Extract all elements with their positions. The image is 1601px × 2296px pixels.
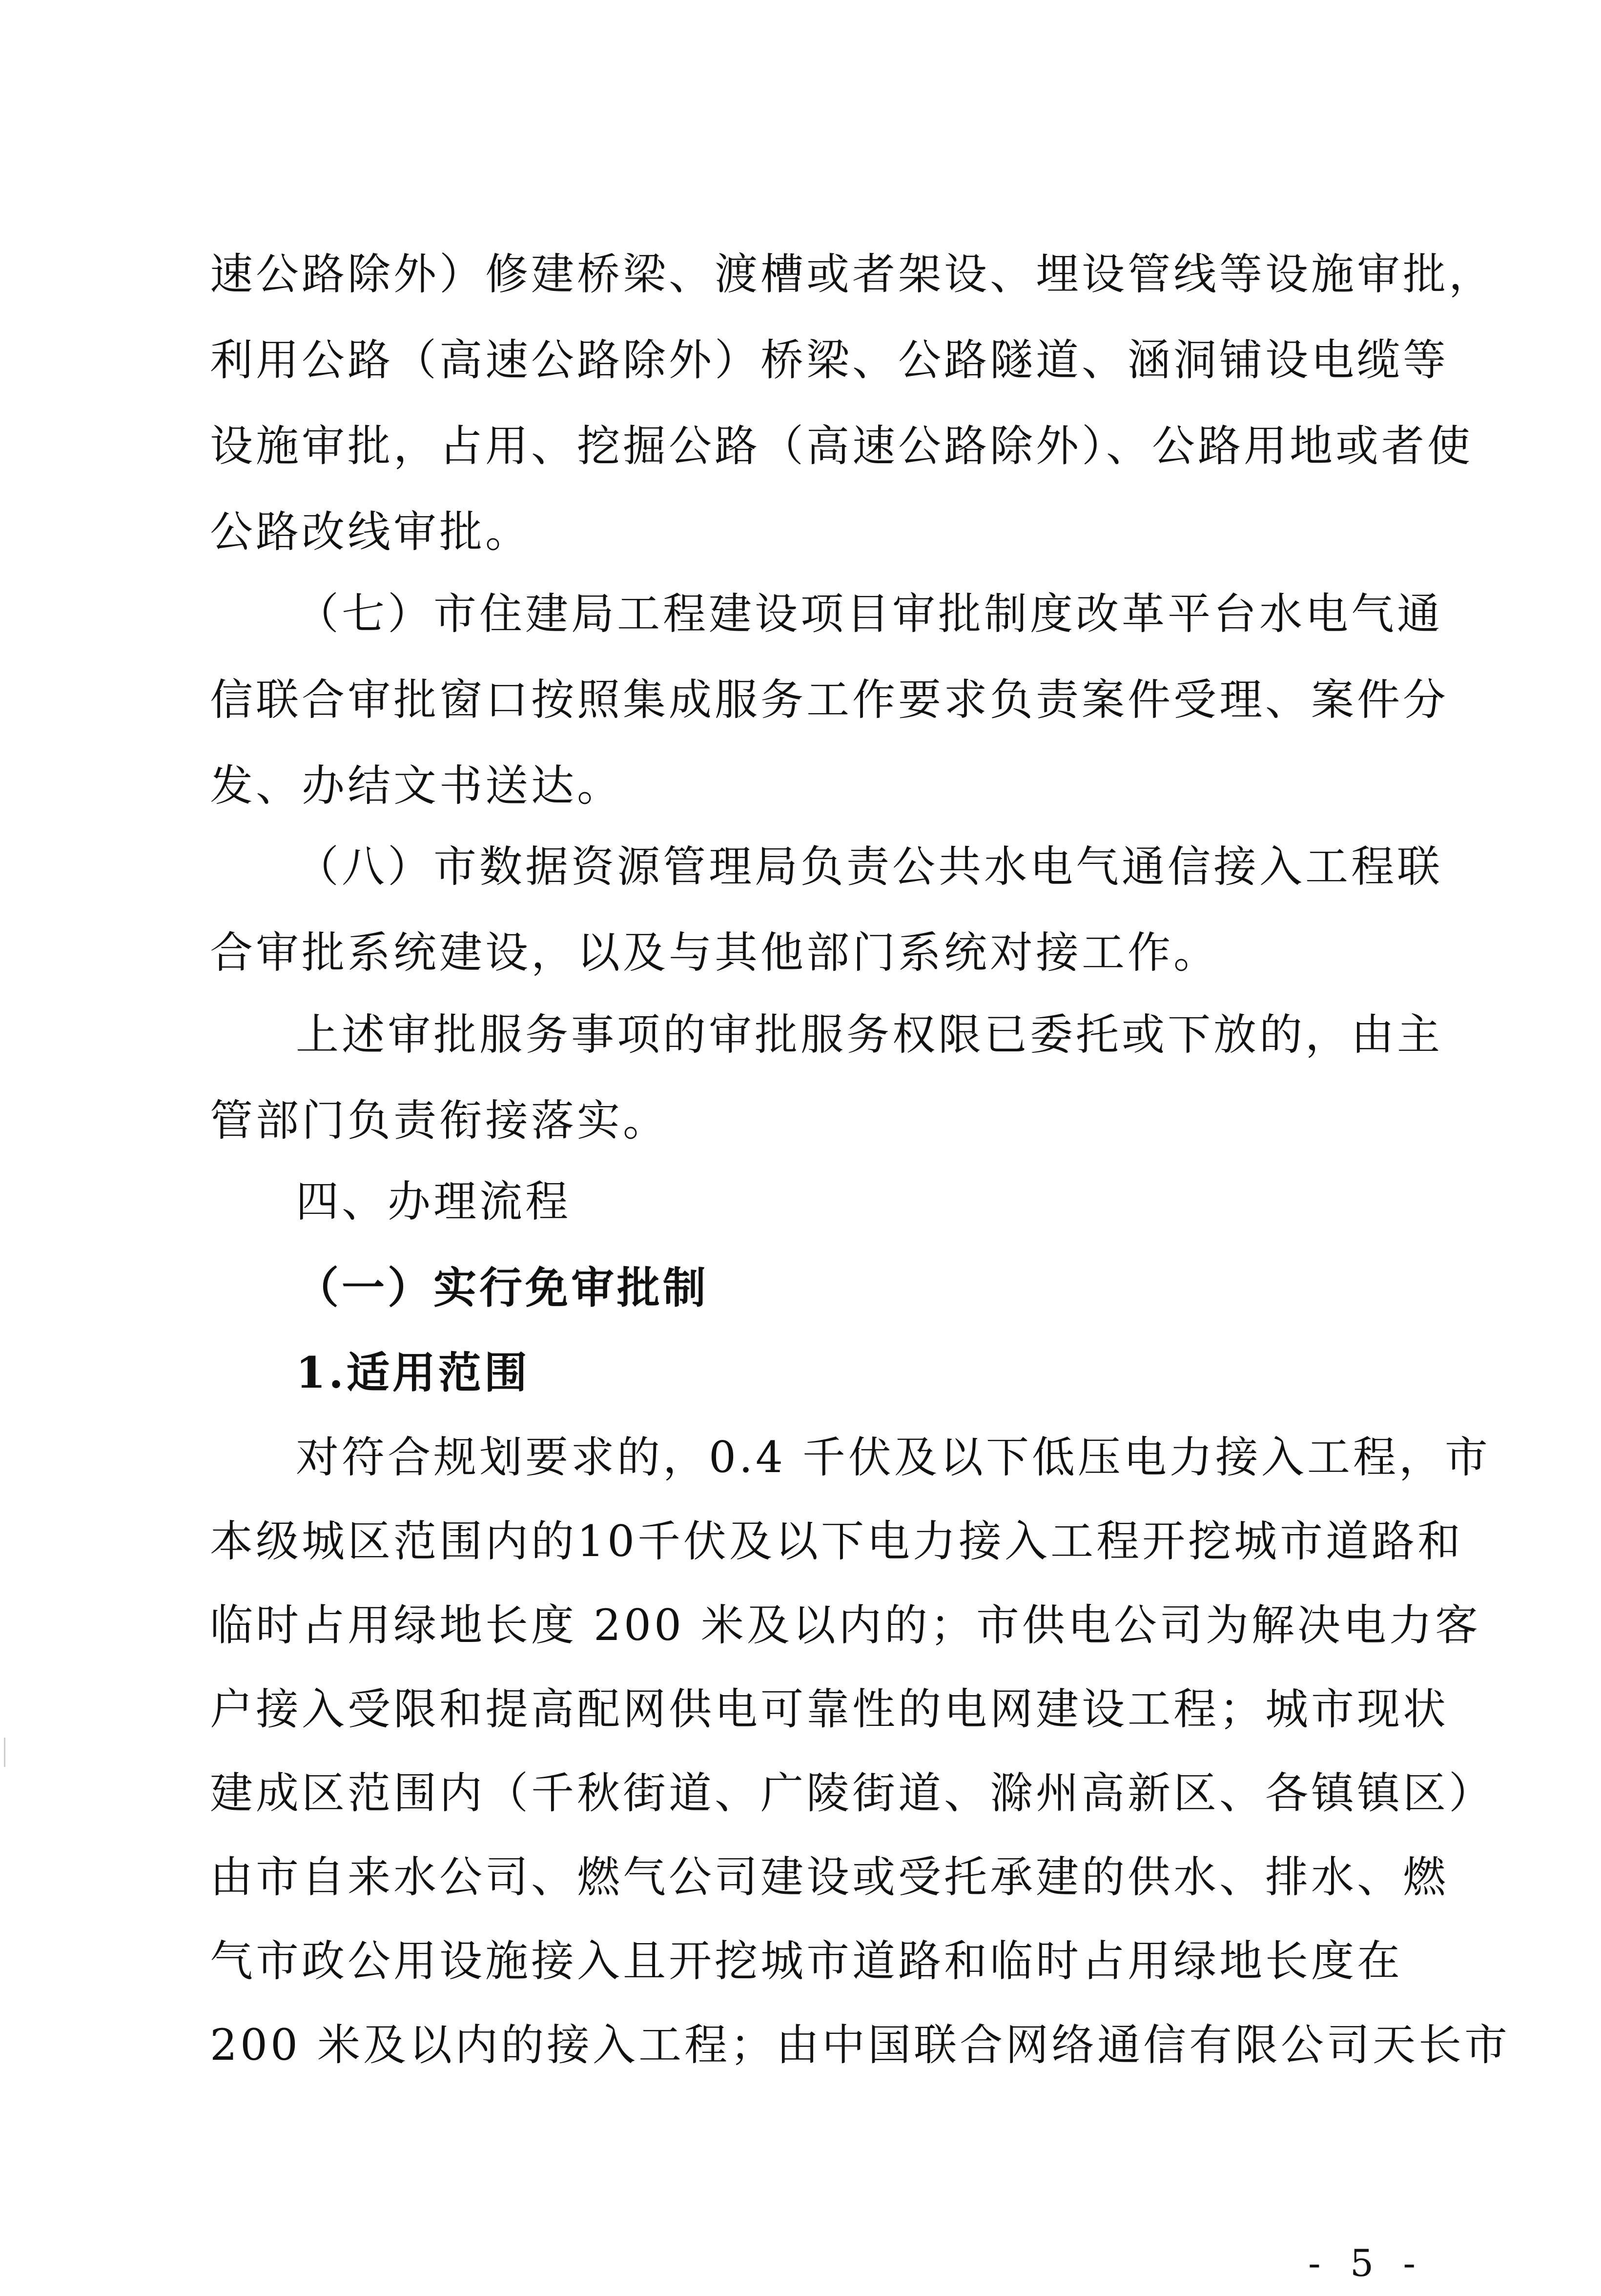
body-text-line: 上述审批服务事项的审批服务权限已委托或下放的，由主 bbox=[296, 1009, 1443, 1060]
body-text-line: 公路改线审批。 bbox=[210, 507, 532, 557]
body-text-line: 临时占用绿地长度 200 米及以内的；市供电公司为解决电力客 bbox=[210, 1600, 1481, 1650]
subsection-heading: （一）实行免审批制 bbox=[296, 1262, 709, 1313]
body-text-line: 管部门负责衔接落实。 bbox=[210, 1095, 669, 1146]
body-text-line: 本级城区范围内的10千伏及以下电力接入工程开挖城市道路和 bbox=[210, 1516, 1463, 1566]
body-text-line: 气市政公用设施接入且开挖城市道路和临时占用绿地长度在 bbox=[210, 1936, 1403, 1986]
body-text-line: 对符合规划要求的，0.4 千伏及以下低压电力接入工程，市 bbox=[296, 1432, 1491, 1482]
body-text-line: （七）市住建局工程建设项目审批制度改革平台水电气通 bbox=[296, 589, 1443, 639]
body-text-line: 设施审批，占用、挖掘公路（高速公路除外）、公路用地或者使 bbox=[210, 421, 1474, 471]
body-text-line: 合审批系统建设，以及与其他部门系统对接工作。 bbox=[210, 927, 1220, 978]
body-text-line: （八）市数据资源管理局负责公共水电气通信接入工程联 bbox=[296, 841, 1443, 892]
body-text-line: 信联合审批窗口按照集成服务工作要求负责案件受理、案件分 bbox=[210, 675, 1449, 725]
body-text-line: 速公路除外）修建桥梁、渡槽或者架设、埋设管线等设施审批， bbox=[210, 249, 1495, 299]
body-text-line: 由市自来水公司、燃气公司建设或受托承建的供水、排水、燃 bbox=[210, 1852, 1449, 1902]
body-text-line: 户接入受限和提高配网供电可靠性的电网建设工程；城市现状 bbox=[210, 1684, 1449, 1734]
item-heading: 1.适用范围 bbox=[296, 1347, 530, 1398]
section-heading: 四、办理流程 bbox=[296, 1176, 572, 1227]
page-number: - 5 - bbox=[1308, 2241, 1425, 2285]
body-text-line: 发、办结文书送达。 bbox=[210, 760, 623, 811]
body-text-line: 利用公路（高速公路除外）桥梁、公路隧道、涵洞铺设电缆等 bbox=[210, 335, 1449, 385]
body-text-line: 建成区范围内（千秋街道、广陵街道、滁州高新区、各镇镇区） bbox=[210, 1768, 1495, 1818]
body-text-line: 200 米及以内的接入工程；由中国联合网络通信有限公司天长市 bbox=[210, 2020, 1510, 2070]
scan-margin-mark bbox=[4, 1738, 5, 1767]
